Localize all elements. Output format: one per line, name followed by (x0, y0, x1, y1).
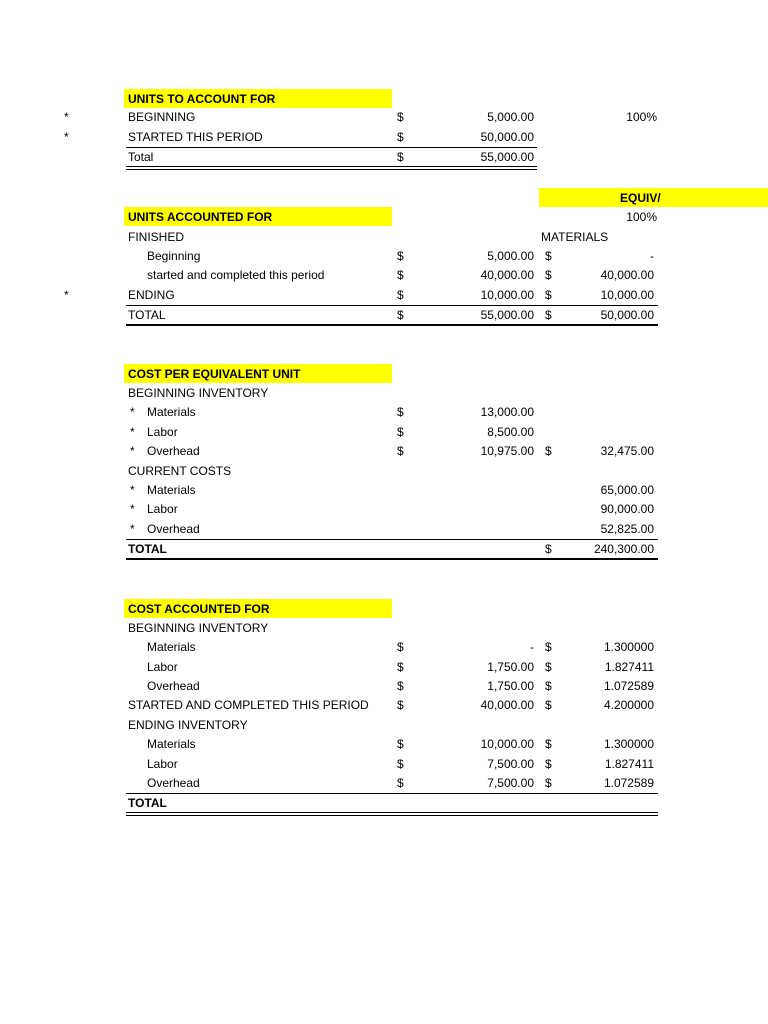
row-star: * (64, 288, 69, 302)
equiv-label: EQUIV/ (620, 191, 661, 205)
row-label: STARTED AND COMPLETED THIS PERIOD (128, 698, 369, 712)
dollar-sign: $ (545, 640, 552, 654)
dollar-sign: $ (545, 249, 552, 263)
underline (126, 147, 537, 148)
materials-cell: 52,825.00 (600, 522, 654, 536)
thick-underline (126, 558, 658, 560)
amount-cell: 5,000.00 (487, 110, 534, 124)
materials-cell: 50,000.00 (600, 308, 654, 322)
amount-cell: 7,500.00 (487, 776, 534, 790)
dollar-sign: $ (545, 268, 552, 282)
row-label: Beginning (147, 249, 201, 263)
amount-cell: 50,000.00 (480, 130, 534, 144)
dollar-sign: $ (545, 698, 552, 712)
row-star: * (130, 522, 135, 536)
row-label: Labor (147, 425, 178, 439)
row-label: TOTAL (128, 542, 167, 556)
dollar-sign: $ (397, 757, 404, 771)
row-label: Overhead (147, 444, 200, 458)
row-label: TOTAL (128, 308, 166, 322)
row-label: Overhead (147, 679, 200, 693)
dollar-sign: $ (397, 268, 404, 282)
row-star: * (64, 110, 69, 124)
row-label: started and completed this period (147, 268, 325, 282)
dollar-sign: $ (545, 679, 552, 693)
amount-cell: 5,000.00 (487, 249, 534, 263)
double-underline (126, 815, 658, 816)
dollar-sign: $ (397, 737, 404, 751)
row-star: * (130, 483, 135, 497)
row-label: Labor (147, 660, 178, 674)
materials-cell: 32,475.00 (600, 444, 654, 458)
double-underline (126, 812, 658, 813)
row-label: Labor (147, 757, 178, 771)
row-label: BEGINNING INVENTORY (128, 621, 269, 635)
row-label: Materials (147, 640, 196, 654)
row-label: Total (128, 150, 154, 164)
materials-cell: 1.072589 (603, 679, 654, 693)
amount-cell: 1,750.00 (487, 660, 534, 674)
section-header-cost-accounted: COST ACCOUNTED FOR (128, 602, 270, 616)
dollar-sign: $ (545, 776, 552, 790)
row-label: BEGINNING INVENTORY (128, 386, 269, 400)
materials-cell: 240,300.00 (593, 542, 654, 556)
section-header-cost-per-unit: COST PER EQUIVALENT UNIT (128, 367, 301, 381)
dollar-sign: $ (397, 308, 404, 322)
dollar-sign: $ (397, 776, 404, 790)
materials-cell: 10,000.00 (600, 288, 654, 302)
materials-cell: 40,000.00 (600, 268, 654, 282)
dollar-sign: $ (397, 640, 404, 654)
dollar-sign: $ (397, 444, 404, 458)
percent-cell: 100% (626, 210, 657, 224)
dollar-sign: $ (397, 698, 404, 712)
amount-cell: 40,000.00 (480, 268, 534, 282)
row-label: BEGINNING (128, 110, 196, 124)
double-underline (126, 166, 537, 167)
materials-cell: 65,000.00 (600, 483, 654, 497)
row-star: * (64, 130, 69, 144)
dollar-sign: $ (545, 660, 552, 674)
materials-cell: - (650, 249, 654, 263)
row-label: Overhead (147, 776, 200, 790)
dollar-sign: $ (545, 288, 552, 302)
materials-cell: 1.072589 (603, 776, 654, 790)
column-label-materials: MATERIALS (541, 230, 609, 244)
thick-underline (126, 324, 658, 326)
row-star: * (130, 502, 135, 516)
row-star: * (130, 405, 135, 419)
materials-cell: 1.827411 (604, 660, 654, 674)
dollar-sign: $ (545, 737, 552, 751)
section-header-units-accounted: UNITS ACCOUNTED FOR (128, 210, 273, 224)
row-label: TOTAL (128, 796, 167, 810)
dollar-sign: $ (397, 130, 404, 144)
dollar-sign: $ (397, 679, 404, 693)
amount-cell: 10,975.00 (480, 444, 534, 458)
row-label: Labor (147, 502, 178, 516)
dollar-sign: $ (545, 757, 552, 771)
row-star: * (130, 444, 135, 458)
row-label: FINISHED (128, 230, 185, 244)
dollar-sign: $ (397, 110, 404, 124)
double-underline (126, 169, 537, 170)
amount-cell: 1,750.00 (487, 679, 534, 693)
dollar-sign: $ (397, 425, 404, 439)
dollar-sign: $ (545, 542, 552, 556)
dollar-sign: $ (397, 405, 404, 419)
row-label: CURRENT COSTS (128, 464, 232, 478)
row-label: ENDING (128, 288, 175, 302)
underline (126, 539, 658, 540)
row-label: ENDING INVENTORY (128, 718, 248, 732)
amount-cell: 55,000.00 (480, 150, 534, 164)
materials-cell: 90,000.00 (600, 502, 654, 516)
percent-cell: 100% (626, 110, 657, 124)
dollar-sign: $ (397, 150, 404, 164)
amount-cell: 8,500.00 (487, 425, 534, 439)
amount-cell: - (530, 640, 534, 654)
amount-cell: 10,000.00 (480, 737, 534, 751)
amount-cell: 13,000.00 (480, 405, 534, 419)
materials-cell: 4.200000 (603, 698, 654, 712)
amount-cell: 40,000.00 (480, 698, 534, 712)
row-label: STARTED THIS PERIOD (128, 130, 263, 144)
row-label: Materials (147, 737, 196, 751)
row-star: * (130, 425, 135, 439)
dollar-sign: $ (397, 249, 404, 263)
underline (126, 305, 658, 306)
row-label: Materials (147, 483, 196, 497)
materials-cell: 1.827411 (604, 757, 654, 771)
section-header-units-to-account: UNITS TO ACCOUNT FOR (128, 92, 276, 106)
amount-cell: 10,000.00 (480, 288, 534, 302)
row-label: Overhead (147, 522, 200, 536)
amount-cell: 55,000.00 (480, 308, 534, 322)
materials-cell: 1.300000 (603, 737, 654, 751)
dollar-sign: $ (397, 660, 404, 674)
row-label: Materials (147, 405, 196, 419)
materials-cell: 1.300000 (603, 640, 654, 654)
underline (126, 793, 658, 794)
amount-cell: 7,500.00 (487, 757, 534, 771)
dollar-sign: $ (397, 288, 404, 302)
dollar-sign: $ (545, 308, 552, 322)
dollar-sign: $ (545, 444, 552, 458)
